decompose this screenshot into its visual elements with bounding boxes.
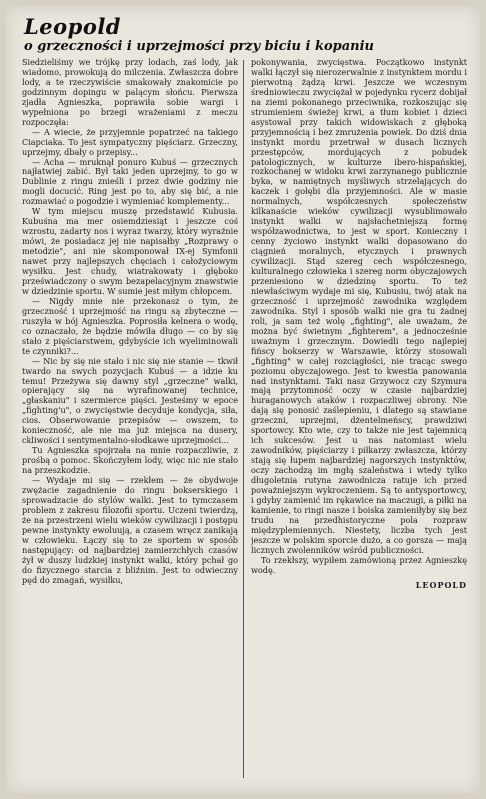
paragraph: — Nic by się nie stało i nic się nie stanie — tkwił twardo na swych pozycjach Kubuś — a idzie ku temu! Przeżywa się dawny styl „grzeczne" walki, opierający się na wyrafinowanej technice, „głaskaniu" i szermierce pięści. Jesteśmy w epoce „fighting'u", o zwycięstwie decyduje kondycja, siła, cios. Obserwowanie przepisów — owszem, to konieczność, ale nie ma już miejsca na dusery, ckliwości i sentymentalno-słodkawe uprzejmości... xyxy=(22,355,238,446)
left-column xyxy=(22,58,238,788)
paragraph: — Acha — mruknął ponuro Kubuś — grzecznych najłatwiej zabić. Był taki jeden uprzejmy, to go w Dublinie z ringu znieśli i przez dwie godziny nie mogli docucić. Ring jest po to, aby się bić, a nie rozmawiać o pogodzie i wymieniać komplementy... xyxy=(22,156,238,207)
article-subtitle: o grzeczności i uprzejmości przy biciu i kopaniu xyxy=(24,39,375,54)
paragraph: — A wiecie, że przyjemnie popatrzeć na takiego Ciapciaka. To jest sympatyczny pięściarz. Grzeczny, uprzejmy, dbały o przepisy... xyxy=(22,126,238,157)
paragraph: pokonywania, zwycięstwa. Początkowo instynkt walki łączył się nierozerwalnie z instynktem mordu i pierwotną żądzą krwi. Jeszcze we wczesnym średniowieczu zwyciężał w pojedynku rycerz dobijał na ziemi pokonanego przeciwnika, rozkoszując się strumieniem świeżej krwi, a tłum kobiet i dzieci asystował przy takich widowiskach z głęboką przyjemnością i bez zmrużenia powiek. Do dziś dnia instynkt mordu przetrwał w dusach licznych przestępców, mordujących z pobudek patologicznych, w kulturze ibero-hispańskiej, rozkochanej w widoku krwi zarzynanego publicznie byka, w namiętnych myśliwych strzelających do kaczek i gołębi dla przyjemności. Ale w masie normalnych, współczesnych społeczeństw kilkanaście wieków cywilizacji wysublimowało instynkt walki w najsłachetniejszą formę współzawodnictwa, to jest w sport. Konieczny i cenny życiowo instynkt walki dopasowano do ciągnień moralnych, etycznych i prawnych cywilizacji. Stąd szereg cech współczesnego, kulturalnego człowieka i szereg norm obyczajowych przeniesiono w dziedzinę sportu. To też niewłaściwym wydaje mi się, Kubusiu, twój atak na grzeczność i uprzejmość zawodnika względem zawodnika. Styl i sposób walki nie gra tu żadnej roli, ja sam też wolę „fighting", ale uważam, że można być świetnym „fighterem", a jednocześnie uważnym i grzecznym. Dowiedli tego najlepiej fińscy bokserzy w Warszawie, którzy stosowali „fighting" w całej rozciągłości, nie tracąc swego poziomu obyczajowego. Jest to kwestia panowania nad instynktami. Taki nasz Grzywocz czy Szymura mają przytomność oczy w czasie najbardziej huraganowych ataków i rozpaczliwej obrony. Nie dają się ponosić zaślepieniu, i dlatego są stawiane grzeczni, uprzejmi, dżentelmeńscy, prawdziwi sportowcy. Kto wie, czy to także nie jest tajemnicą ich sukcesów. Jest u nas natomiast wielu zawodników, pięściarzy i piłkarzy zwłaszcza, którzy stają się łupem najbardziej nagorszych instynktów, oczy zachodzą im mgłą szaleństwa i wtedy tylko długoletnia rutyna zawodnicza ratuje ich przed poważniejszym wykroczeniem. Są to antysportowcy, i gdyby zamienić im rękawice na maczugi, a piłki na kamienie, to ringi nasze i boiska zamieniłyby się bez trudu na przedhistoryczne pola rozpraw międzyplemiennych. Niestety, liczba tych jest jeszcze w polskim sporcie dużo, a co gorsza — mają licznych zwolenników wśród publiczności. xyxy=(251,58,467,555)
column-divider xyxy=(243,60,244,778)
newspaper-page xyxy=(6,6,480,793)
right-column xyxy=(251,58,467,788)
paragraph: Siedzieliśmy we trójkę przy lodach, zaś lody, jak wiadomo, prowokują do milczenia. Zwłaszcza dobre lody, a te rzeczywiście smakowały znakomicie po godzinnym dopingu w palącym słońcu. Pierwsza zjadła Agnieszka, poprawiła sobie wargi i wypełniona po brzegi wrażeniami z meczu rozpoczęła: xyxy=(22,58,238,127)
article-title: Leopold xyxy=(24,14,121,39)
paragraph: Tu Agnieszka spojrzała na mnie rozpaczliwie, z prośbą o pomoc. Skończyłem lody, więc nic nie stało na przeszkodzie. xyxy=(22,445,238,476)
paragraph: W tym miejscu muszę przedstawić Kubusia. Kubuśna ma mer osiemdziesiąt i jeszcze coś wzrostu, zadarty nos i wyraz twarzy, który wyraźnie mówi, że posiadacz jej nie napisałby „Rozprawy o metodzie", ani nie skomponował IX-ej Symfonii nawet przy najlepszych chęciach i całożyciowym wysiłku. Jest chudy, wiatrakowaty i głęboko przeświadczony o swym bezapelacyjnym znawstwie w dziedzinie sportu. W sumie jest miłym chłopcem. xyxy=(22,206,238,296)
paragraph: To rzekłszy, wypiłem zamówioną przez Agnieszkę wodę. xyxy=(251,554,467,575)
paragraph: — Nigdy mnie nie przekonasz o tym, że grzeczność i uprzejmość na ringu są zbyteczne — ruszyła w bój Agnieszka. Poprosiła kelnera o wodę, co oznaczało, że będzie mówiła długo — co by się stało z pięściarstwem, gdybyście ich wyeliminowali te czynniki?... xyxy=(22,295,238,356)
author-signature: LEOPOLD xyxy=(415,579,467,590)
paragraph: — Wydaje mi się — rzekłem — że obydwoje zwężacie zagadnienie do ringu bokserskiego i sprowadzacie do stylów walki. Jest to tymczasem problem z zakresu filozofii sportu. Uczeni twierdzą, że na przestrzeni wielu wieków cywilizacji i postępu pewne instynkty ewoluują, a czasem wręcz zanikają w człowieku. Łączy się to ze sportem w sposób następujący: od najbardziej zamierzchłych czasów żył w duszy ludzkiej instynkt walki, który pchał go do fizycznego starcia z bliźnim. Jest to odwieczny pęd do zmagań, wysiłku, xyxy=(22,475,238,585)
